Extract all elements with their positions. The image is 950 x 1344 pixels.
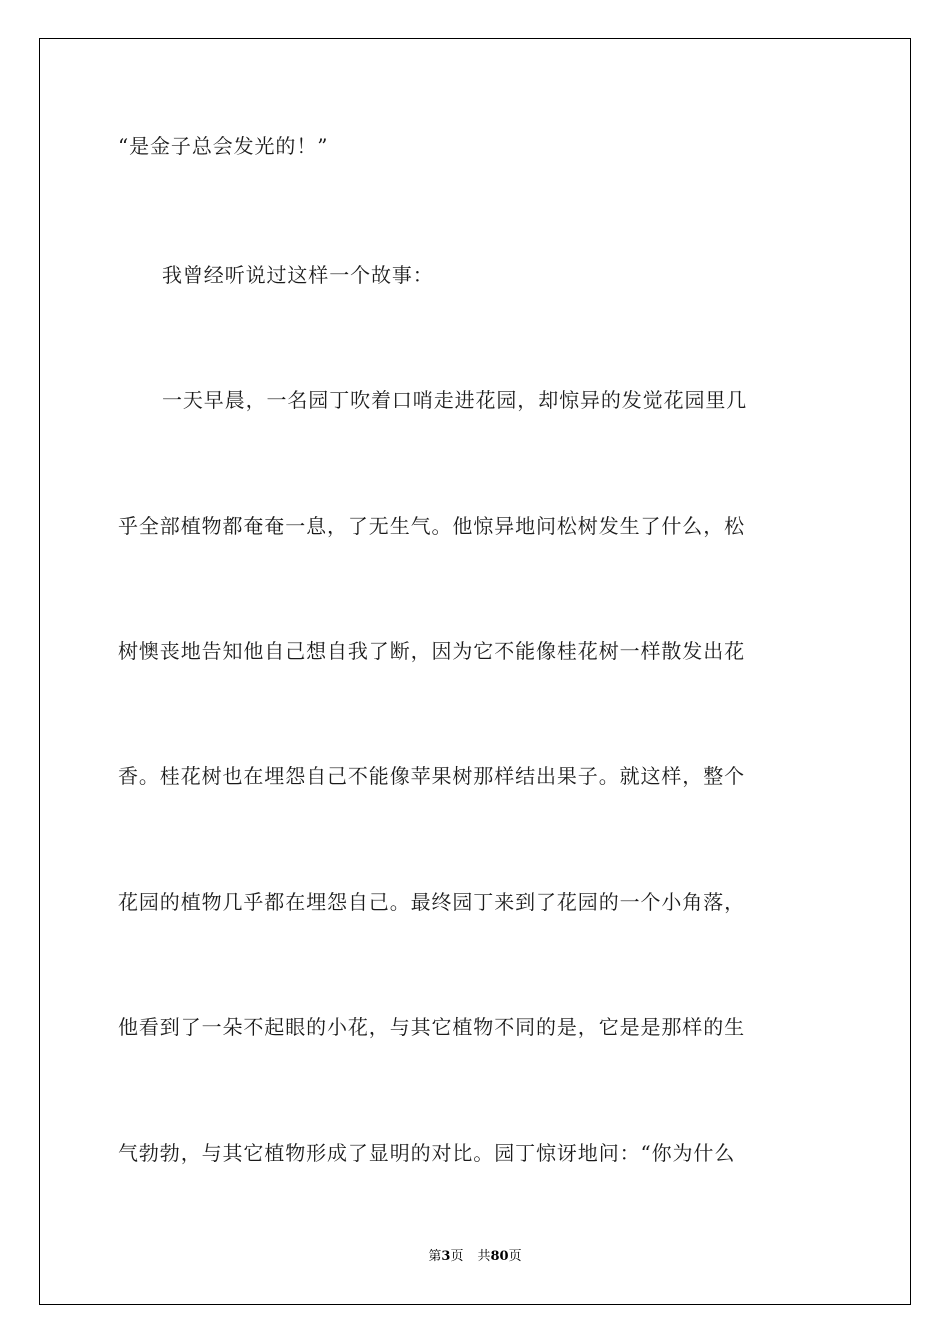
page-footer <box>0 1248 950 1266</box>
page-suffix: 页 <box>450 1249 464 1264</box>
page-border <box>39 38 911 1305</box>
total-prefix: 共 <box>477 1249 491 1264</box>
page-prefix: 第 <box>428 1249 442 1264</box>
text-line-2: 我曾经听说过这样一个故事： <box>162 263 434 287</box>
text-line-5: 树懊丧地告知他自己想自我了断，因为它不能像桂花树一样散发出花 <box>118 639 745 663</box>
text-line-4: 乎全部植物都奄奄一息，了无生气。他惊异地问松树发生了什么，松 <box>118 514 745 538</box>
total-suffix: 页 <box>508 1249 522 1264</box>
text-line-6: 香。桂花树也在埋怨自己不能像苹果树那样结出果子。就这样，整个 <box>118 764 745 788</box>
text-line-9: 气勃勃，与其它植物形成了显明的对比。园丁惊讶地问：“你为什么 <box>118 1141 736 1165</box>
text-line-1: “是金子总会发光的！” <box>118 134 329 158</box>
text-line-8: 他看到了一朵不起眼的小花，与其它植物不同的是，它是是那样的生 <box>118 1015 745 1039</box>
total-pages: 80 <box>490 1249 509 1264</box>
text-line-3: 一天早晨，一名园丁吹着口哨走进花园，却惊异的发觉花园里几 <box>162 388 748 412</box>
page-number: 3 <box>441 1249 451 1264</box>
text-line-7: 花园的植物几乎都在埋怨自己。最终园丁来到了花园的一个小角落， <box>118 890 745 914</box>
